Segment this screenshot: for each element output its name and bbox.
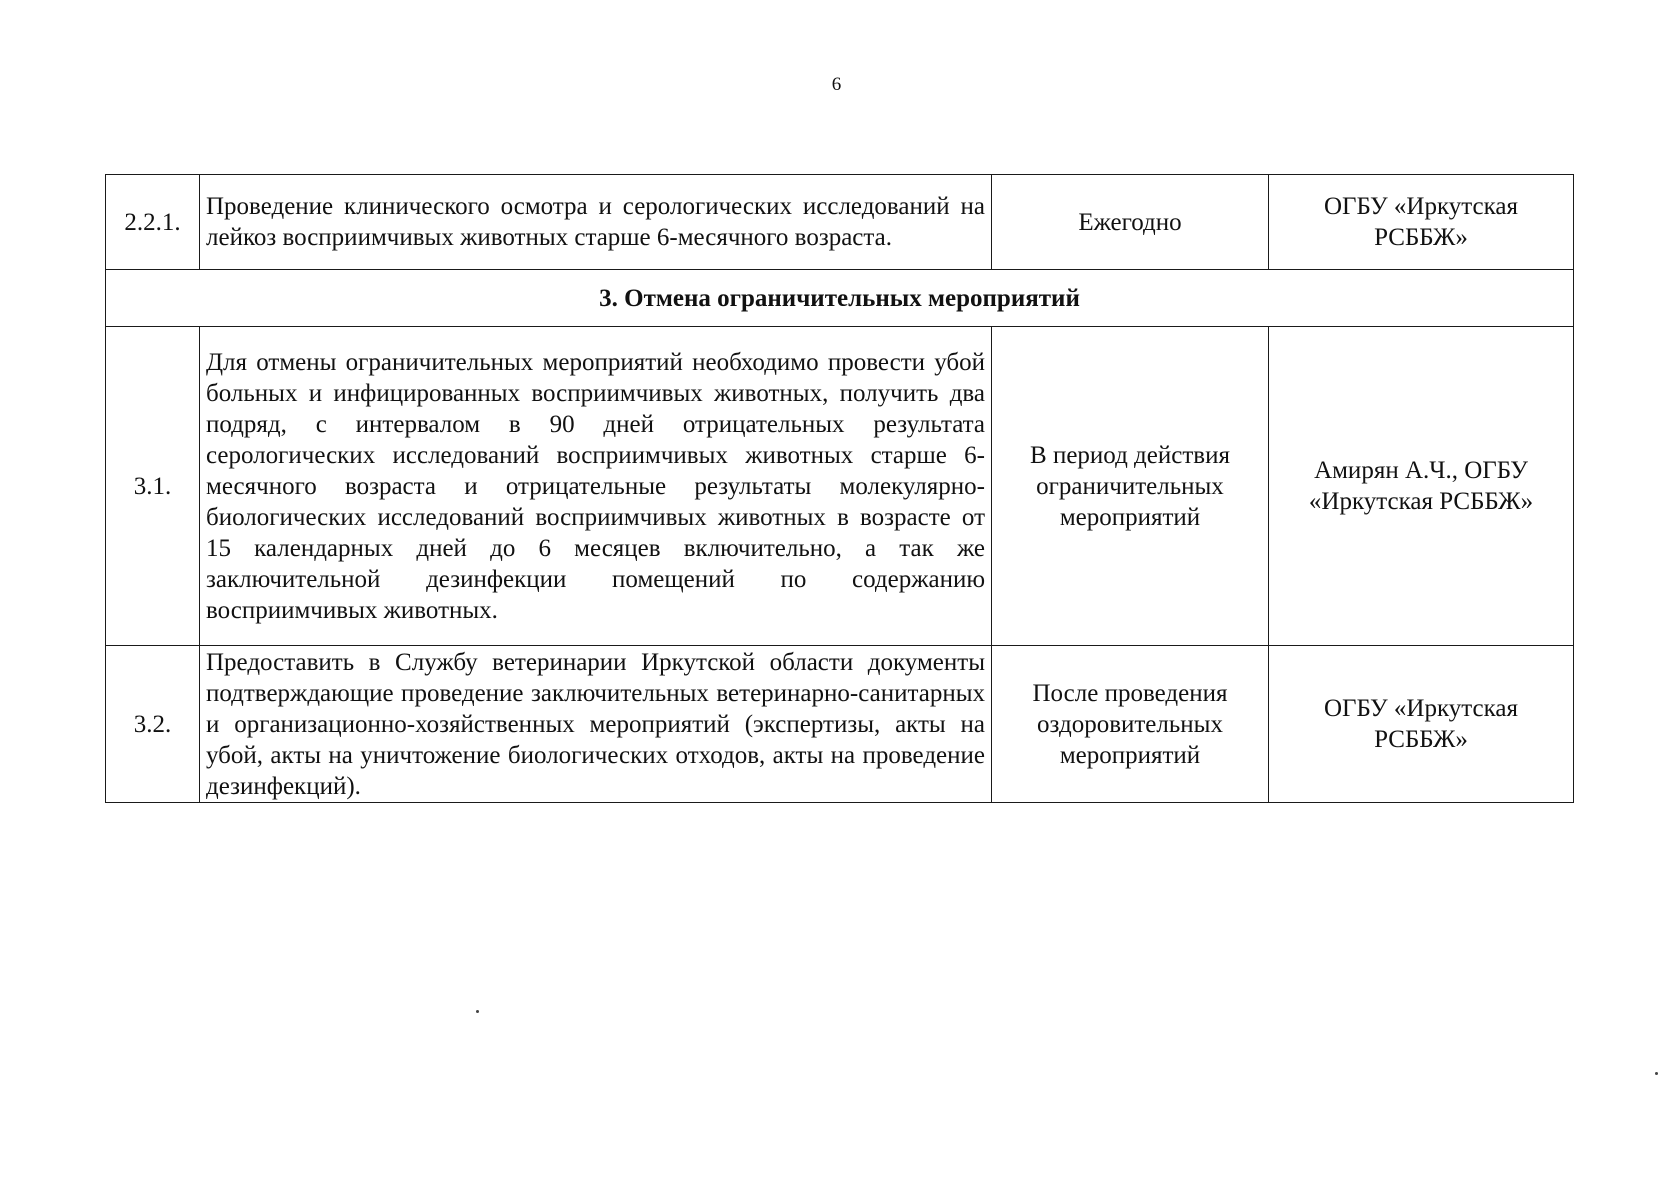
item-responsible: ОГБУ «Иркутская РСББЖ» <box>1269 646 1574 803</box>
item-responsible: Амирян А.Ч., ОГБУ «Иркутская РСББЖ» <box>1269 327 1574 646</box>
item-number: 2.2.1. <box>106 175 200 270</box>
table-row <box>106 175 1574 270</box>
table-row <box>106 327 1574 646</box>
item-description: Проведение клинического осмотра и серологических исследований на лейкоз восприимчивых животных старше 6-месячного возраста. <box>200 175 992 270</box>
section-row <box>106 270 1574 327</box>
item-number: 3.1. <box>106 327 200 646</box>
scan-speck <box>476 1010 479 1013</box>
page-number: 6 <box>831 74 842 95</box>
item-term: Ежегодно <box>992 175 1269 270</box>
section-title: 3. Отмена ограничительных мероприятий <box>106 270 1574 327</box>
measures-table <box>105 174 1574 803</box>
item-responsible: ОГБУ «Иркутская РСББЖ» <box>1269 175 1574 270</box>
item-term: После проведения оздоровительных мероприятий <box>992 646 1269 803</box>
item-description: Для отмены ограничительных мероприятий необходимо провести убой больных и инфицированных восприимчивых животных, получить два подряд, с интервалом в 90 дней отрицательных результата серологических исследований восприимчивых животных старше 6-месячного возраста и отрицательные результаты молекулярно-биологических исследований восприимчивых животных в возрасте от 15 календарных дней до 6 месяцев включительно, а так же заключительной дезинфекции помещений по содержанию восприимчивых животных. <box>200 327 992 646</box>
item-number: 3.2. <box>106 646 200 803</box>
item-description: Предоставить в Службу ветеринарии Иркутской области документы подтверждающие проведение заключительных ветеринарно-санитарных и организационно-хозяйственных мероприятий (экспертизы, акты на убой, акты на уничтожение биологических отходов, акты на проведение дезинфекций). <box>200 646 992 803</box>
table-row <box>106 646 1574 803</box>
item-term: В период действия ограничительных мероприятий <box>992 327 1269 646</box>
scan-speck <box>1655 1072 1658 1075</box>
